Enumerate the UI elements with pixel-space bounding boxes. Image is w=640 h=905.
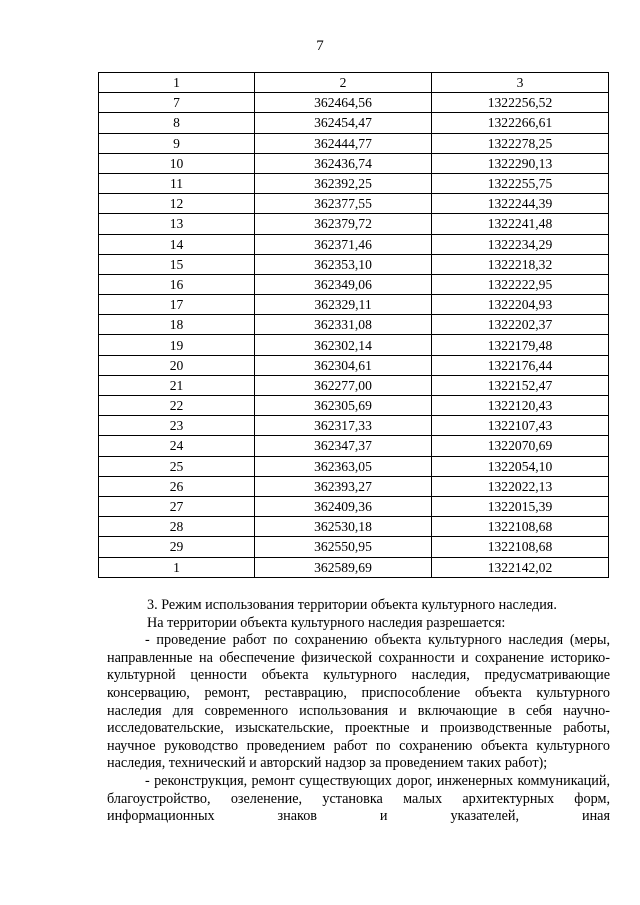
point-number-cell: 10 bbox=[99, 153, 255, 173]
y-coordinate-cell: 1322234,29 bbox=[432, 234, 609, 254]
table-row bbox=[99, 416, 609, 436]
y-coordinate-cell: 1322120,43 bbox=[432, 396, 609, 416]
coordinates-table-body bbox=[99, 73, 609, 578]
point-number-cell: 19 bbox=[99, 335, 255, 355]
y-coordinate-cell: 1322278,25 bbox=[432, 133, 609, 153]
coordinates-table bbox=[98, 72, 609, 578]
table-row bbox=[99, 335, 609, 355]
y-coordinate-cell: 1322142,02 bbox=[432, 557, 609, 577]
point-number-cell: 16 bbox=[99, 274, 255, 294]
x-coordinate-cell: 362305,69 bbox=[255, 396, 432, 416]
y-coordinate-cell: 1322204,93 bbox=[432, 295, 609, 315]
table-row bbox=[99, 93, 609, 113]
x-coordinate-cell: 362409,36 bbox=[255, 496, 432, 516]
point-number-cell: 28 bbox=[99, 517, 255, 537]
point-number-cell: 17 bbox=[99, 295, 255, 315]
column-header-2: 2 bbox=[255, 73, 432, 93]
document-body bbox=[107, 597, 610, 826]
y-coordinate-cell: 1322202,37 bbox=[432, 315, 609, 335]
x-coordinate-cell: 362302,14 bbox=[255, 335, 432, 355]
point-number-cell: 18 bbox=[99, 315, 255, 335]
table-row bbox=[99, 133, 609, 153]
point-number-cell: 15 bbox=[99, 254, 255, 274]
x-coordinate-cell: 362444,77 bbox=[255, 133, 432, 153]
point-number-cell: 11 bbox=[99, 173, 255, 193]
x-coordinate-cell: 362347,37 bbox=[255, 436, 432, 456]
x-coordinate-cell: 362371,46 bbox=[255, 234, 432, 254]
x-coordinate-cell: 362392,25 bbox=[255, 173, 432, 193]
y-coordinate-cell: 1322107,43 bbox=[432, 416, 609, 436]
point-number-cell: 12 bbox=[99, 194, 255, 214]
table-row bbox=[99, 355, 609, 375]
y-coordinate-cell: 1322222,95 bbox=[432, 274, 609, 294]
table-row bbox=[99, 113, 609, 133]
page-number: 7 bbox=[316, 38, 324, 54]
y-coordinate-cell: 1322256,52 bbox=[432, 93, 609, 113]
x-coordinate-cell: 362277,00 bbox=[255, 375, 432, 395]
table-row bbox=[99, 476, 609, 496]
table-row bbox=[99, 496, 609, 516]
table-row bbox=[99, 274, 609, 294]
y-coordinate-cell: 1322022,13 bbox=[432, 476, 609, 496]
point-number-cell: 8 bbox=[99, 113, 255, 133]
allowed-item-2: - реконструкция, ремонт существующих дорог, инженерных коммуникаций, благоустройство, озеленение, установка малых архитектурных форм, информационных знаков и указателей, иная bbox=[107, 772, 610, 825]
table-row bbox=[99, 557, 609, 577]
x-coordinate-cell: 362530,18 bbox=[255, 517, 432, 537]
point-number-cell: 29 bbox=[99, 537, 255, 557]
x-coordinate-cell: 362349,06 bbox=[255, 274, 432, 294]
y-coordinate-cell: 1322255,75 bbox=[432, 173, 609, 193]
x-coordinate-cell: 362454,47 bbox=[255, 113, 432, 133]
x-coordinate-cell: 362363,05 bbox=[255, 456, 432, 476]
y-coordinate-cell: 1322241,48 bbox=[432, 214, 609, 234]
point-number-cell: 25 bbox=[99, 456, 255, 476]
y-coordinate-cell: 1322179,48 bbox=[432, 335, 609, 355]
x-coordinate-cell: 362317,33 bbox=[255, 416, 432, 436]
table-row bbox=[99, 375, 609, 395]
point-number-cell: 13 bbox=[99, 214, 255, 234]
x-coordinate-cell: 362589,69 bbox=[255, 557, 432, 577]
table-row bbox=[99, 315, 609, 335]
x-coordinate-cell: 362353,10 bbox=[255, 254, 432, 274]
point-number-cell: 23 bbox=[99, 416, 255, 436]
x-coordinate-cell: 362393,27 bbox=[255, 476, 432, 496]
y-coordinate-cell: 1322152,47 bbox=[432, 375, 609, 395]
table-row bbox=[99, 194, 609, 214]
section-heading: 3. Режим использования территории объекта культурного наследия. bbox=[147, 597, 557, 613]
point-number-cell: 24 bbox=[99, 436, 255, 456]
table-row bbox=[99, 295, 609, 315]
y-coordinate-cell: 1322054,10 bbox=[432, 456, 609, 476]
table-row bbox=[99, 173, 609, 193]
y-coordinate-cell: 1322244,39 bbox=[432, 194, 609, 214]
allowed-intro: На территории объекта культурного наследия разрешается: bbox=[147, 614, 506, 631]
table-row bbox=[99, 214, 609, 234]
x-coordinate-cell: 362377,55 bbox=[255, 194, 432, 214]
table-row bbox=[99, 537, 609, 557]
table-row bbox=[99, 254, 609, 274]
table-row bbox=[99, 396, 609, 416]
table-row bbox=[99, 456, 609, 476]
y-coordinate-cell: 1322290,13 bbox=[432, 153, 609, 173]
column-header-1: 1 bbox=[99, 73, 255, 93]
x-coordinate-cell: 362379,72 bbox=[255, 214, 432, 234]
point-number-cell: 9 bbox=[99, 133, 255, 153]
table-header-row bbox=[99, 73, 609, 93]
point-number-cell: 7 bbox=[99, 93, 255, 113]
point-number-cell: 22 bbox=[99, 396, 255, 416]
point-number-cell: 14 bbox=[99, 234, 255, 254]
x-coordinate-cell: 362304,61 bbox=[255, 355, 432, 375]
y-coordinate-cell: 1322015,39 bbox=[432, 496, 609, 516]
point-number-cell: 26 bbox=[99, 476, 255, 496]
y-coordinate-cell: 1322108,68 bbox=[432, 537, 609, 557]
x-coordinate-cell: 362436,74 bbox=[255, 153, 432, 173]
x-coordinate-cell: 362331,08 bbox=[255, 315, 432, 335]
y-coordinate-cell: 1322266,61 bbox=[432, 113, 609, 133]
table-row bbox=[99, 234, 609, 254]
column-header-3: 3 bbox=[432, 73, 609, 93]
point-number-cell: 1 bbox=[99, 557, 255, 577]
table-row bbox=[99, 517, 609, 537]
y-coordinate-cell: 1322070,69 bbox=[432, 436, 609, 456]
point-number-cell: 20 bbox=[99, 355, 255, 375]
y-coordinate-cell: 1322218,32 bbox=[432, 254, 609, 274]
table-row bbox=[99, 153, 609, 173]
x-coordinate-cell: 362329,11 bbox=[255, 295, 432, 315]
table-row bbox=[99, 436, 609, 456]
allowed-item-1: - проведение работ по сохранению объекта культурного наследия (меры, направленные на обеспечение физической сохранности и сохранение историко-культурной ценности объекта культурного наследия, предусматривающие консервацию, ремонт, реставрацию, приспособление объекта культурного наследия для современного использования и включающие в себя научно-исследовательские, изыскательские, проектные и производственные работы, научное руководство проведением работ по сохранению объекта культурного наследия, технический и авторский надзор за проведением таких работ); bbox=[107, 632, 610, 772]
x-coordinate-cell: 362464,56 bbox=[255, 93, 432, 113]
y-coordinate-cell: 1322108,68 bbox=[432, 517, 609, 537]
y-coordinate-cell: 1322176,44 bbox=[432, 355, 609, 375]
point-number-cell: 27 bbox=[99, 496, 255, 516]
point-number-cell: 21 bbox=[99, 375, 255, 395]
x-coordinate-cell: 362550,95 bbox=[255, 537, 432, 557]
